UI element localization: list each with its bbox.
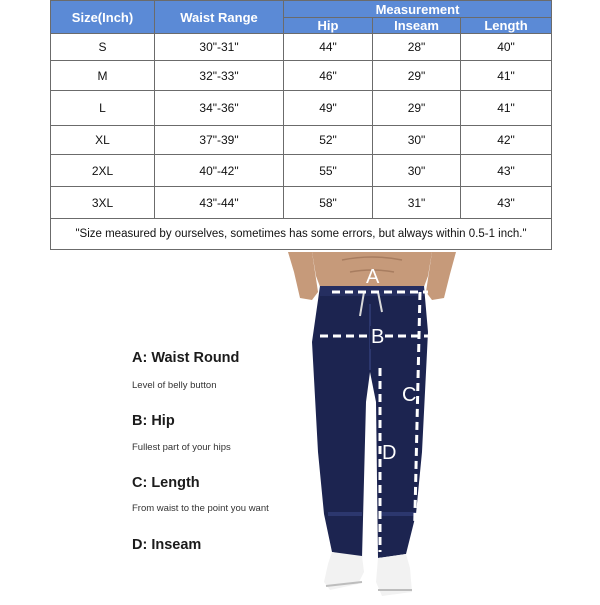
header-waist-range: Waist Range (155, 1, 284, 34)
label-b: B (371, 326, 385, 348)
cell-size: M (51, 61, 155, 91)
cell-size: 3XL (51, 187, 155, 219)
cell-size: 2XL (51, 155, 155, 187)
cell-waist: 43"-44" (155, 187, 284, 219)
table-row (51, 91, 552, 126)
legend-desc: Fullest part of your hips (132, 442, 231, 453)
cell-length: 42" (461, 126, 552, 155)
cell-inseam: 28" (373, 34, 461, 61)
cell-hip: 44" (284, 34, 373, 61)
cell-inseam: 31" (373, 187, 461, 219)
legend-length (132, 475, 269, 514)
cell-size: L (51, 91, 155, 126)
legend-hip (132, 413, 231, 453)
header-measurement: Measurement (284, 1, 552, 18)
model-figure (282, 252, 462, 600)
label-d: D (382, 442, 397, 464)
cell-inseam: 30" (373, 126, 461, 155)
header-length: Length (461, 18, 552, 34)
legend-waist (132, 350, 239, 391)
label-a: A (366, 266, 380, 288)
table-row (51, 61, 552, 91)
cell-length: 43" (461, 187, 552, 219)
cell-inseam: 29" (373, 61, 461, 91)
table-row (51, 34, 552, 61)
cell-waist: 34"-36" (155, 91, 284, 126)
cell-waist: 32"-33" (155, 61, 284, 91)
legend-title: C: Length (132, 475, 200, 491)
legend-inseam (132, 537, 201, 553)
cell-waist: 40"-42" (155, 155, 284, 187)
legend-desc: From waist to the point you want (132, 503, 269, 514)
legend-desc: Level of belly button (132, 380, 217, 391)
cell-waist: 37"-39" (155, 126, 284, 155)
cell-hip: 46" (284, 61, 373, 91)
cell-hip: 49" (284, 91, 373, 126)
header-size: Size(Inch) (51, 1, 155, 34)
cell-length: 41" (461, 61, 552, 91)
header-hip: Hip (284, 18, 373, 34)
cell-inseam: 29" (373, 91, 461, 126)
cell-waist: 30"-31" (155, 34, 284, 61)
table-row (51, 155, 552, 187)
cell-length: 43" (461, 155, 552, 187)
cell-inseam: 30" (373, 155, 461, 187)
size-chart-table (50, 0, 552, 250)
cell-length: 41" (461, 91, 552, 126)
cell-hip: 58" (284, 187, 373, 219)
legend-title: D: Inseam (132, 537, 202, 553)
cell-hip: 52" (284, 126, 373, 155)
cell-hip: 55" (284, 155, 373, 187)
cell-length: 40" (461, 34, 552, 61)
cell-size: S (51, 34, 155, 61)
label-c: C (402, 384, 417, 406)
legend-title: A: Waist Round (132, 350, 240, 366)
header-inseam: Inseam (373, 18, 461, 34)
pants-illustration (282, 252, 462, 600)
cell-size: XL (51, 126, 155, 155)
legend-title: B: Hip (132, 413, 175, 429)
table-note: "Size measured by ourselves, sometimes has some errors, but always within 0.5-1 inch." (51, 219, 552, 250)
table-row (51, 126, 552, 155)
table-row (51, 187, 552, 219)
